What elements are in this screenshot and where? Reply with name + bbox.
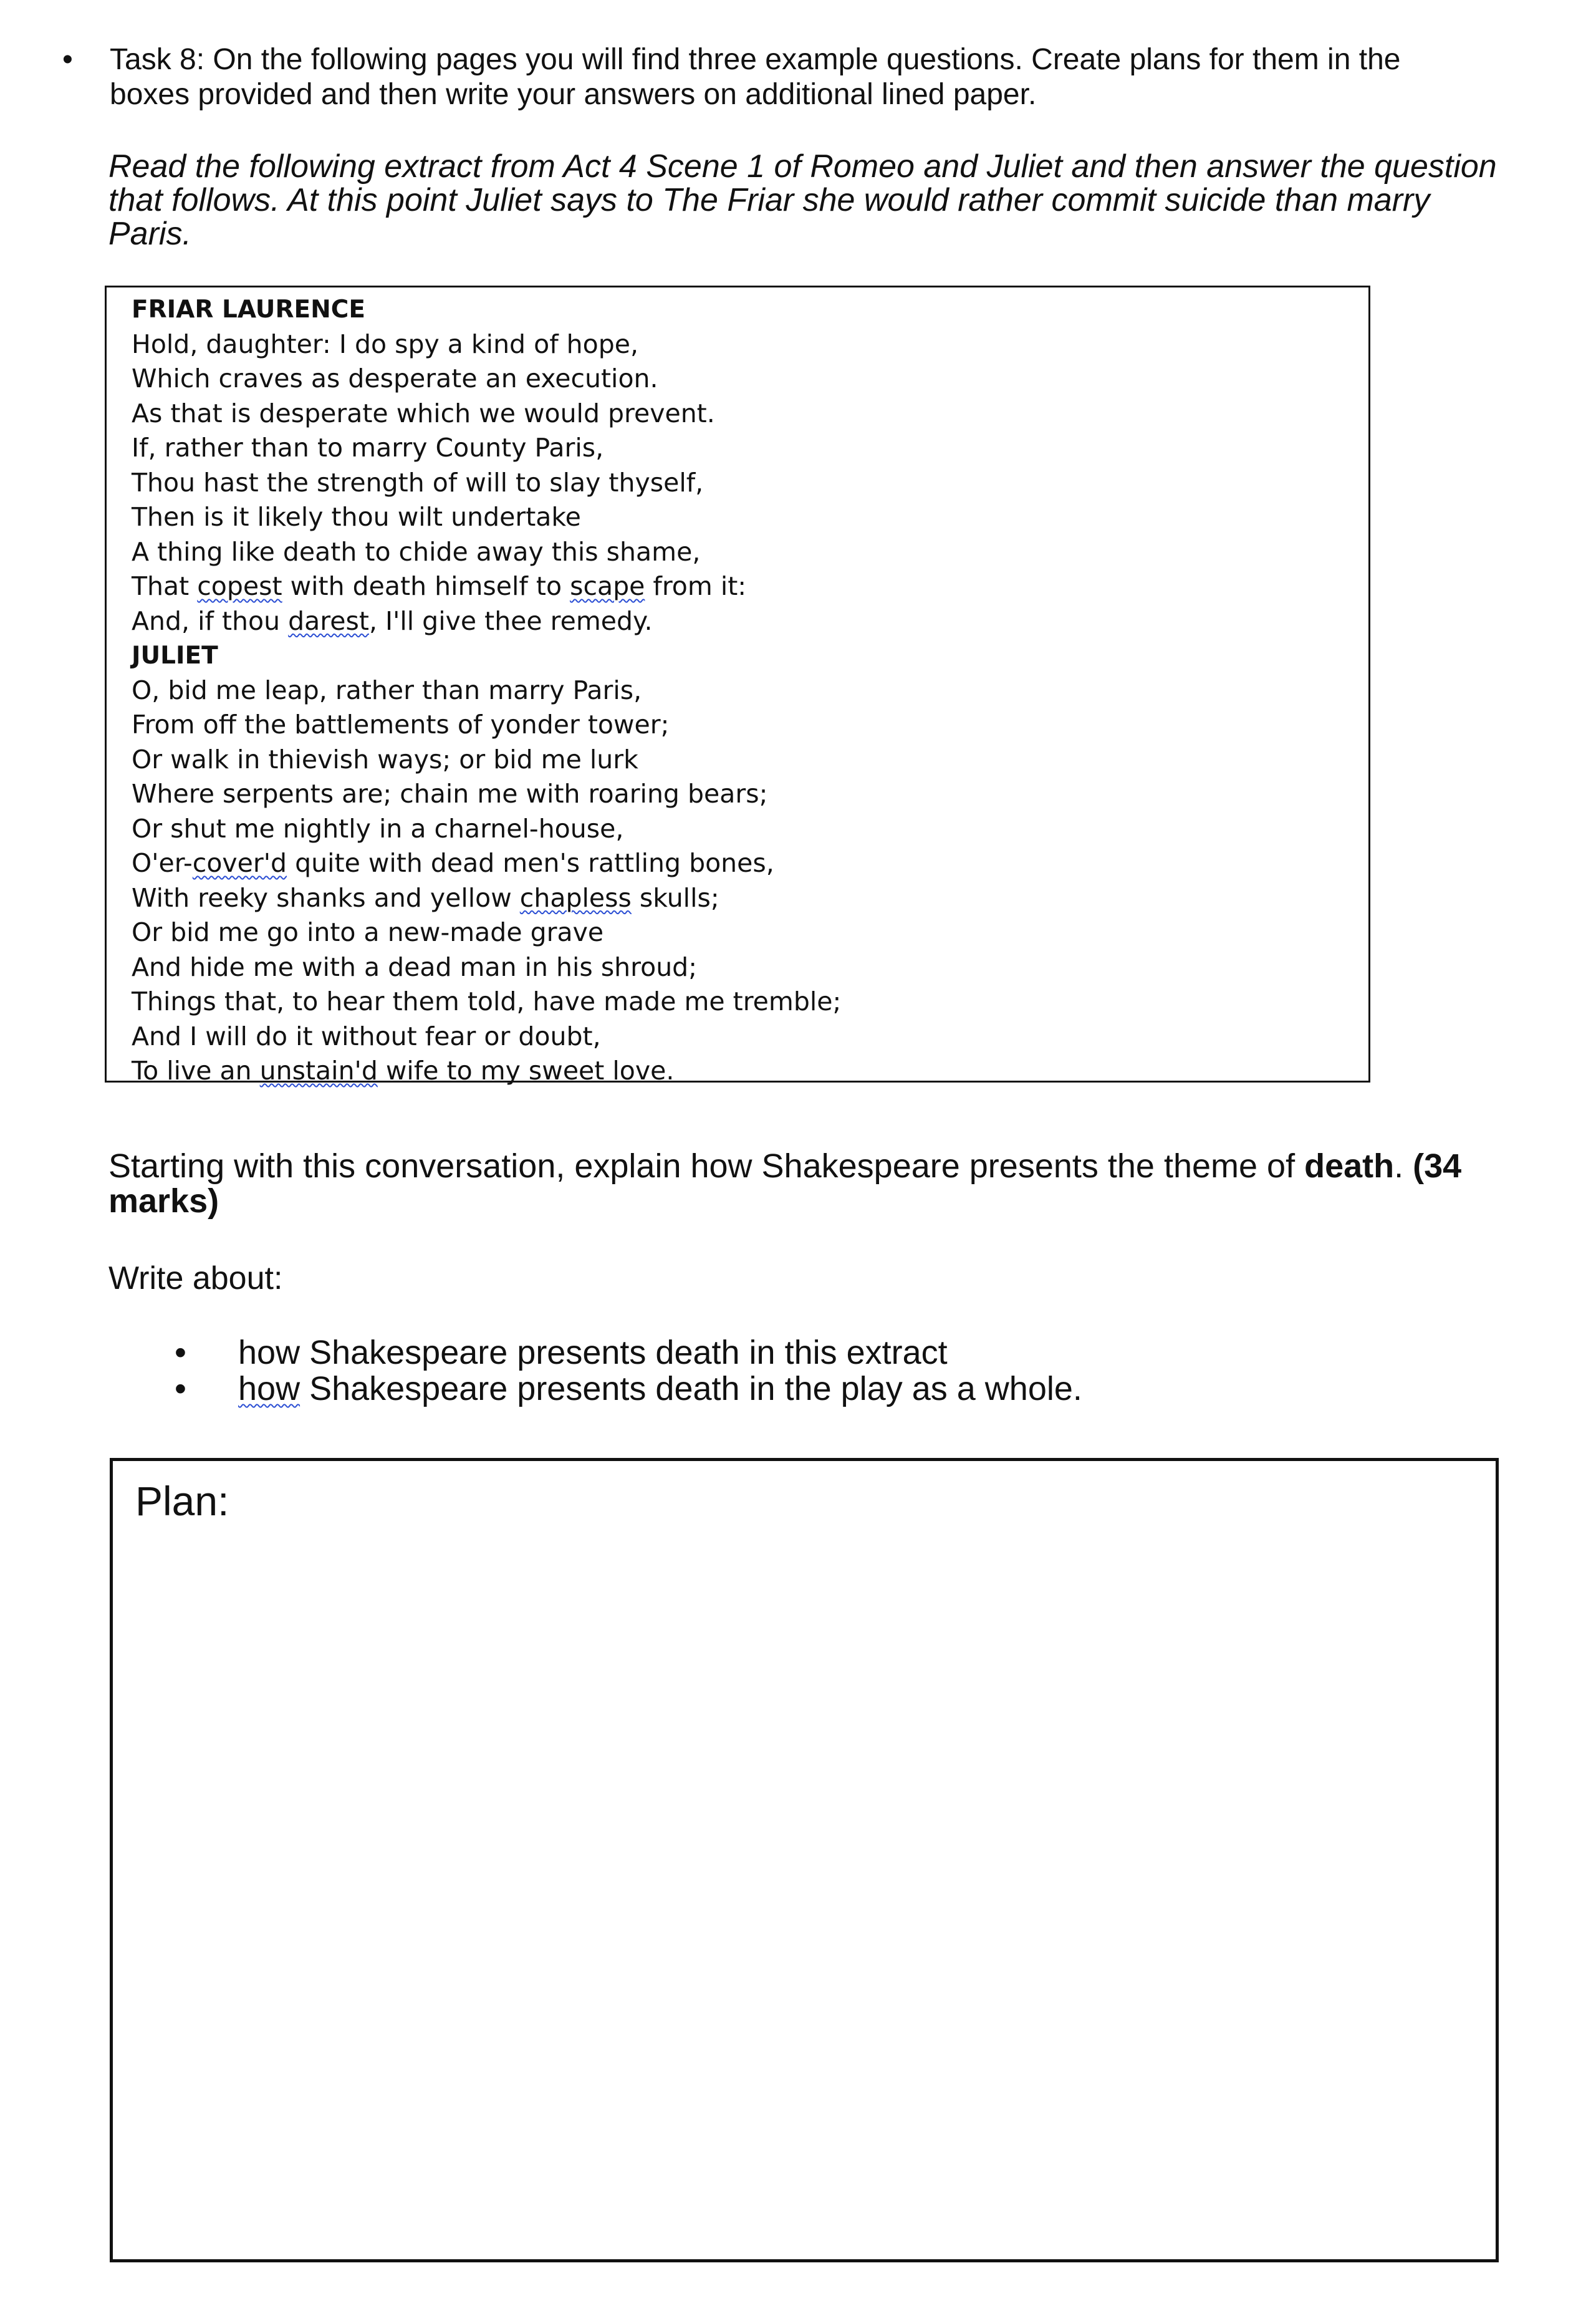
line-text: And, if thou (132, 605, 289, 636)
line-text: O'er- (132, 848, 193, 878)
extract-line: Hold, daughter: I do spy a kind of hope, (132, 329, 639, 359)
line-text: With reeky shanks and yellow (132, 882, 520, 913)
extract-line: Which craves as desperate an execution. (132, 364, 658, 393)
extract-line: O, bid me leap, rather than marry Paris, (132, 675, 642, 705)
bullet-icon: • (175, 1334, 186, 1371)
extract-intro: Read the following extract from Act 4 Scene 1 of Romeo and Juliet and then answer the question that follows. At this point Juliet says to The Friar she would rather commit suicide than marry Paris. (108, 148, 1497, 252)
extract-line (132, 569, 1368, 604)
list-item-text: Shakespeare presents death in the play as a whole. (300, 1370, 1082, 1407)
line-text: To live an (132, 1056, 260, 1086)
extract-line: Or shut me nightly in a charnel-house, (132, 813, 624, 844)
question-text: Starting with this conversation, explain how Shakespeare presents the theme of (108, 1147, 1305, 1185)
extract-line (132, 1054, 1368, 1089)
line-text: with death himself to (282, 571, 570, 601)
spellcheck-word: copest (197, 571, 282, 601)
list-item-text: how Shakespeare presents death in this extract (238, 1334, 948, 1371)
extract-line: From off the battlements of yonder tower; (132, 710, 670, 740)
extract-line: Thou hast the strength of will to slay thyself, (132, 467, 704, 498)
extract-line (132, 881, 1368, 916)
question-punct: . (1394, 1147, 1413, 1185)
write-about-label: Write about: (108, 1260, 283, 1296)
extract-line: Things that, to hear them told, have made me tremble; (132, 987, 842, 1016)
extract-line: As that is desperate which we would prevent. (132, 398, 715, 428)
line-text: wife to my sweet love. (377, 1056, 675, 1086)
spellcheck-word: cover'd (192, 848, 287, 878)
extract-line: Where serpents are; chain me with roaring bears; (132, 779, 768, 809)
speaker-juliet: JULIET (132, 642, 218, 670)
extract-line: And I will do it without fear or doubt, (132, 1021, 601, 1051)
spellcheck-word: unstain'd (259, 1056, 378, 1086)
write-about-list (168, 1334, 1478, 1407)
line-text: from it: (645, 571, 747, 601)
extract-line: Then is it likely thou wilt undertake (132, 502, 581, 532)
spellcheck-word: chapless (519, 882, 632, 913)
extract-box (105, 286, 1370, 1086)
plan-label: Plan: (135, 1478, 229, 1524)
speaker-friar: FRIAR LAURENCE (132, 296, 366, 324)
task-instruction (62, 42, 1496, 112)
extract-line (132, 846, 1368, 881)
spellcheck-word: darest (288, 605, 369, 636)
extract-line: A thing like death to chide away this shame, (132, 536, 701, 567)
plan-box[interactable] (110, 1458, 1499, 2262)
bullet-icon: • (62, 43, 73, 76)
list-item (168, 1371, 1478, 1407)
question-marks: (34 marks) (108, 1147, 1462, 1220)
question-prompt (108, 1149, 1542, 1218)
spellcheck-word: how (238, 1370, 300, 1407)
extract-line: Or bid me go into a new-made grave (132, 917, 604, 947)
bullet-icon: • (175, 1370, 186, 1407)
question-theme: death (1304, 1147, 1395, 1185)
line-text: , I'll give thee remedy. (368, 605, 653, 636)
spellcheck-word: scape (570, 571, 645, 601)
line-text: That (132, 571, 198, 601)
extract-line (132, 604, 1368, 639)
task-text: Task 8: On the following pages you will find three example questions. Create plans for them in the boxes provided and then write your answers on additional lined paper. (110, 43, 1401, 111)
line-text: quite with dead men's rattling bones, (287, 848, 774, 878)
list-item (168, 1334, 1478, 1371)
extract-line: And hide me with a dead man in his shroud; (132, 952, 698, 982)
extract-line: Or walk in thievish ways; or bid me lurk (132, 744, 638, 774)
extract-line: If, rather than to marry County Paris, (132, 433, 604, 463)
line-text: skulls; (631, 882, 719, 913)
